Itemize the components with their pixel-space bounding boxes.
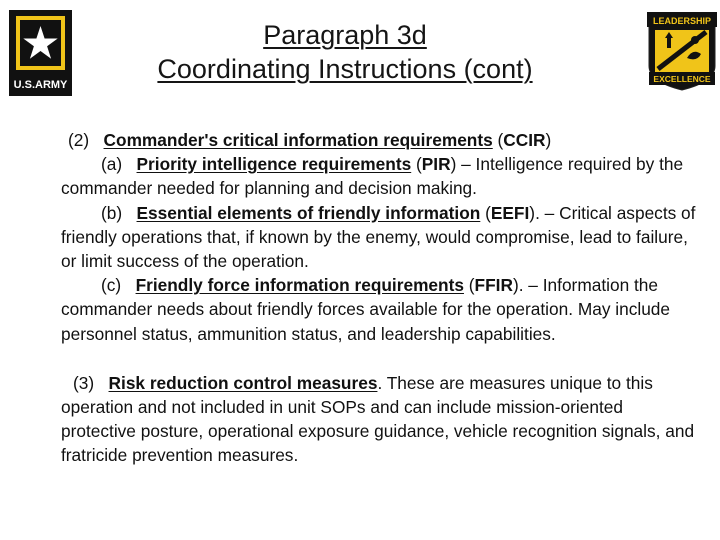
item-a-def-rest: required by the commander needed for planning and decision making. [61, 154, 684, 199]
item-a-abbr: PIR [421, 154, 451, 175]
item-b-abbr: EEFI [490, 202, 530, 223]
body-content [61, 128, 701, 468]
section-2-number: (2) [68, 130, 90, 150]
title-line-1: Paragraph 3d [263, 20, 427, 50]
item-a-term: Priority intelligence requirements [136, 154, 412, 175]
item-b-def-first: . – [535, 202, 555, 223]
section-3-number: (3) [73, 372, 95, 393]
item-b-def-rest: Critical aspects of friendly operations that, if known by the enemy, would compromise, lead to failure, or limit success of the operation. [61, 202, 696, 272]
item-c-letter: (c) [101, 275, 122, 296]
us-army-logo [9, 10, 72, 96]
section-3-text-first: . These are measures [377, 372, 546, 393]
item-c-def-first: . – [518, 275, 538, 296]
page-title [90, 18, 600, 86]
army-logo-text: U.S.ARMY [13, 79, 68, 91]
item-c-def-rest: Information the commander needs about friendly forces available for the operation. May include personnel status, ammunition status, and leadership capabilities. [61, 275, 671, 344]
section-3-text-rest: unique to this operation and not included in unit SOPs and can include mission-oriented protective posture, operational exposure guidance, vehicle recognition signals, and fratricide prevention measures. [61, 372, 695, 466]
item-a: (a) Priority intelligence requirements (PIR) – Intelligence required by the commander needed for planning and decision making. [61, 154, 684, 199]
item-b: (b) Essential elements of friendly information (EEFI). – Critical aspects of friendly operations that, if known by the enemy, would compromise, lead to failure, or limit success of the operation. [61, 202, 696, 272]
item-b-letter: (b) [101, 202, 123, 223]
section-3-title: Risk reduction control measures [108, 372, 378, 393]
title-line-2: Coordinating Instructions (cont) [157, 54, 533, 84]
section-2-abbr: CCIR [503, 130, 546, 150]
item-a-letter: (a) [101, 154, 123, 175]
section-2-heading: (2) Commander's critical information requirements (CCIR) [68, 130, 552, 150]
rotc-bottom-text: EXCELLENCE [653, 74, 711, 84]
section-3 [61, 371, 701, 468]
rotc-top-text: LEADERSHIP [652, 16, 712, 26]
section-2-title: Commander's critical information requirements [103, 130, 493, 150]
item-a-def-first: – Intelligence [456, 154, 563, 175]
item-c-abbr: FFIR [474, 275, 513, 296]
rotc-shield-logo [643, 8, 720, 92]
item-c-term: Friendly force information requirements [135, 275, 464, 296]
item-c: (c) Friendly force information requirements (FFIR). – Information the commander needs about friendly forces available for the operation. May include personnel status, ammunition status, and leadership capabilities. [61, 275, 671, 344]
item-b-term: Essential elements of friendly information [136, 202, 481, 223]
